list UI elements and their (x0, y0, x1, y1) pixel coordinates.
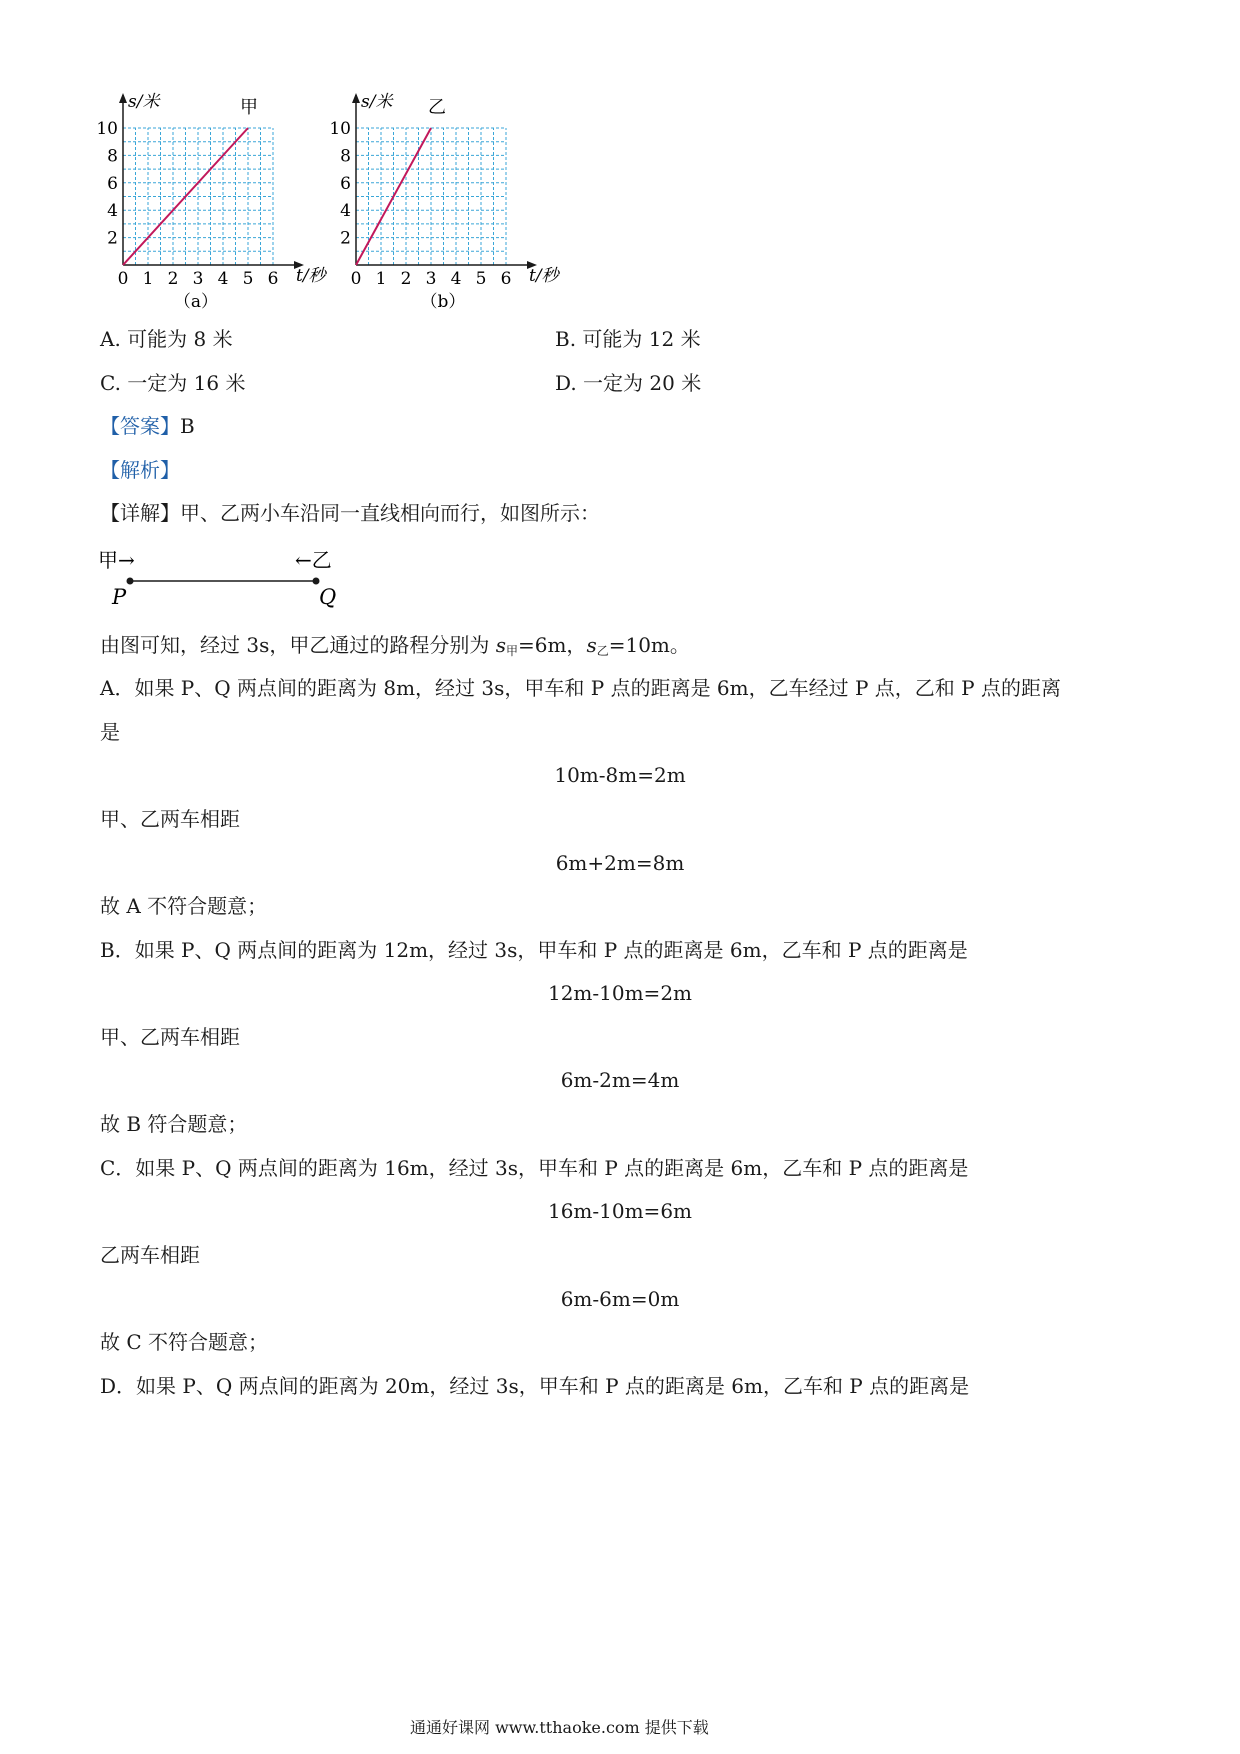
x-tick-label: 5 (242, 269, 254, 289)
detail-text: 甲、乙两小车沿同一直线相向而行，如图所示： (180, 501, 600, 525)
s-symbol-yi: s (586, 633, 597, 657)
val-yi: =10m。 (608, 633, 690, 657)
option-d: D. 一定为 20 米 (555, 371, 702, 395)
diagram-left-car: 甲→ (98, 548, 135, 572)
equation-1: 10m-8m=2m (554, 763, 686, 787)
chart-a (96, 85, 350, 325)
chart-a-y-label: s/米 (128, 92, 160, 112)
option-c: C. 一定为 16 米 (100, 371, 246, 395)
chart-a-caption: （a） (173, 292, 219, 312)
equation-2: 6m+2m=8m (555, 851, 685, 875)
val-jia: =6m， (517, 633, 587, 657)
y-tick-label: 8 (107, 146, 118, 167)
conclusion-b: 故 B 符合题意； (100, 1112, 248, 1136)
x-tick-label: 6 (267, 269, 279, 289)
point-q-label: Q (319, 585, 337, 609)
case-a-line1: A．如果 P、Q 两点间的距离为 8m，经过 3s，甲车和 P 点的距离是 6m，乙车经过 P 点，乙和 P 点的距离 (100, 676, 1061, 700)
y-tick-label: 10 (329, 119, 351, 139)
option-a: A. 可能为 8 米 (100, 327, 233, 351)
case-c-line: C．如果 P、Q 两点间的距离为 16m，经过 3s，甲车和 P 点的距离是 6m，乙车和 P 点的距离是 (100, 1156, 969, 1180)
detail-line (100, 499, 600, 527)
equation-4: 6m-2m=4m (560, 1068, 680, 1092)
distance-text-2: 甲、乙两车相距 (100, 1025, 240, 1049)
equation-5: 16m-10m=6m (547, 1199, 693, 1223)
point-p-label: P (112, 585, 127, 609)
chart-b (329, 85, 583, 325)
point-q-dot (313, 578, 320, 585)
conclusion-a: 故 A 不符合题意； (100, 894, 268, 918)
chart-b-grid (356, 128, 506, 265)
detail-label: 【详解】 (100, 501, 180, 525)
solution-intro (100, 631, 690, 665)
x-tick-label: 2 (400, 269, 412, 289)
x-tick-label: 4 (217, 269, 229, 289)
sub-jia: 甲 (505, 644, 518, 658)
x-tick-label: 2 (167, 269, 179, 289)
x-tick-label: 1 (142, 269, 154, 289)
chart-b-y-label: s/米 (361, 92, 393, 112)
distance-text-3: 乙两车相距 (100, 1243, 200, 1267)
answer-line (100, 412, 195, 440)
x-tick-label: 0 (117, 269, 129, 289)
chart-a-grid (123, 128, 273, 265)
x-tick-label: 5 (475, 269, 487, 289)
chart-b-series-label: 乙 (428, 97, 446, 118)
y-tick-label: 6 (340, 173, 351, 194)
x-tick-label: 3 (192, 269, 204, 289)
case-b-line: B．如果 P、Q 两点间的距离为 12m，经过 3s，甲车和 P 点的距离是 6m，乙车和 P 点的距离是 (100, 938, 968, 962)
distance-text-1: 甲、乙两车相距 (100, 807, 240, 831)
y-tick-label: 6 (107, 173, 118, 194)
y-tick-label: 2 (340, 228, 351, 249)
case-a-line2: 是 (100, 720, 120, 744)
y-tick-label: 4 (340, 201, 351, 222)
y-tick-label: 10 (96, 119, 118, 139)
x-tick-label: 4 (450, 269, 462, 289)
equation-6: 6m-6m=0m (560, 1287, 680, 1311)
chart-a-y-arrow (119, 93, 127, 103)
x-tick-label: 1 (375, 269, 387, 289)
y-tick-label: 8 (340, 146, 351, 167)
analysis-label: 【解析】 (100, 458, 180, 482)
x-tick-label: 3 (425, 269, 437, 289)
intro-prefix: 由图可知，经过 3s，甲乙通过的路程分别为 (100, 633, 496, 657)
answer-label: 【答案】 (100, 414, 180, 438)
y-tick-label: 4 (107, 201, 118, 222)
case-d-line: D．如果 P、Q 两点间的距离为 20m，经过 3s，甲车和 P 点的距离是 6m，乙车和 P 点的距离是 (100, 1374, 970, 1398)
option-b: B. 可能为 12 米 (555, 327, 701, 351)
x-tick-label: 6 (500, 269, 512, 289)
chart-b-y-arrow (352, 93, 360, 103)
chart-a-series-label: 甲 (240, 97, 258, 118)
point-p-dot (127, 578, 134, 585)
diagram-right-car: ←乙 (295, 548, 332, 572)
y-tick-label: 2 (107, 228, 118, 249)
answer-value: B (180, 414, 195, 438)
equation-3: 12m-10m=2m (547, 981, 693, 1005)
chart-a-x-label: t/秒 (296, 266, 326, 286)
s-symbol-jia: s (495, 633, 506, 657)
chart-b-caption: （b） (420, 292, 466, 312)
footer-text: 通通好课网 www.tthaoke.com 提供下载 (410, 1718, 709, 1737)
x-tick-label: 0 (350, 269, 362, 289)
conclusion-c: 故 C 不符合题意； (100, 1330, 269, 1354)
chart-b-x-label: t/秒 (529, 266, 559, 286)
pq-diagram (95, 540, 355, 615)
sub-yi: 乙 (596, 644, 609, 658)
